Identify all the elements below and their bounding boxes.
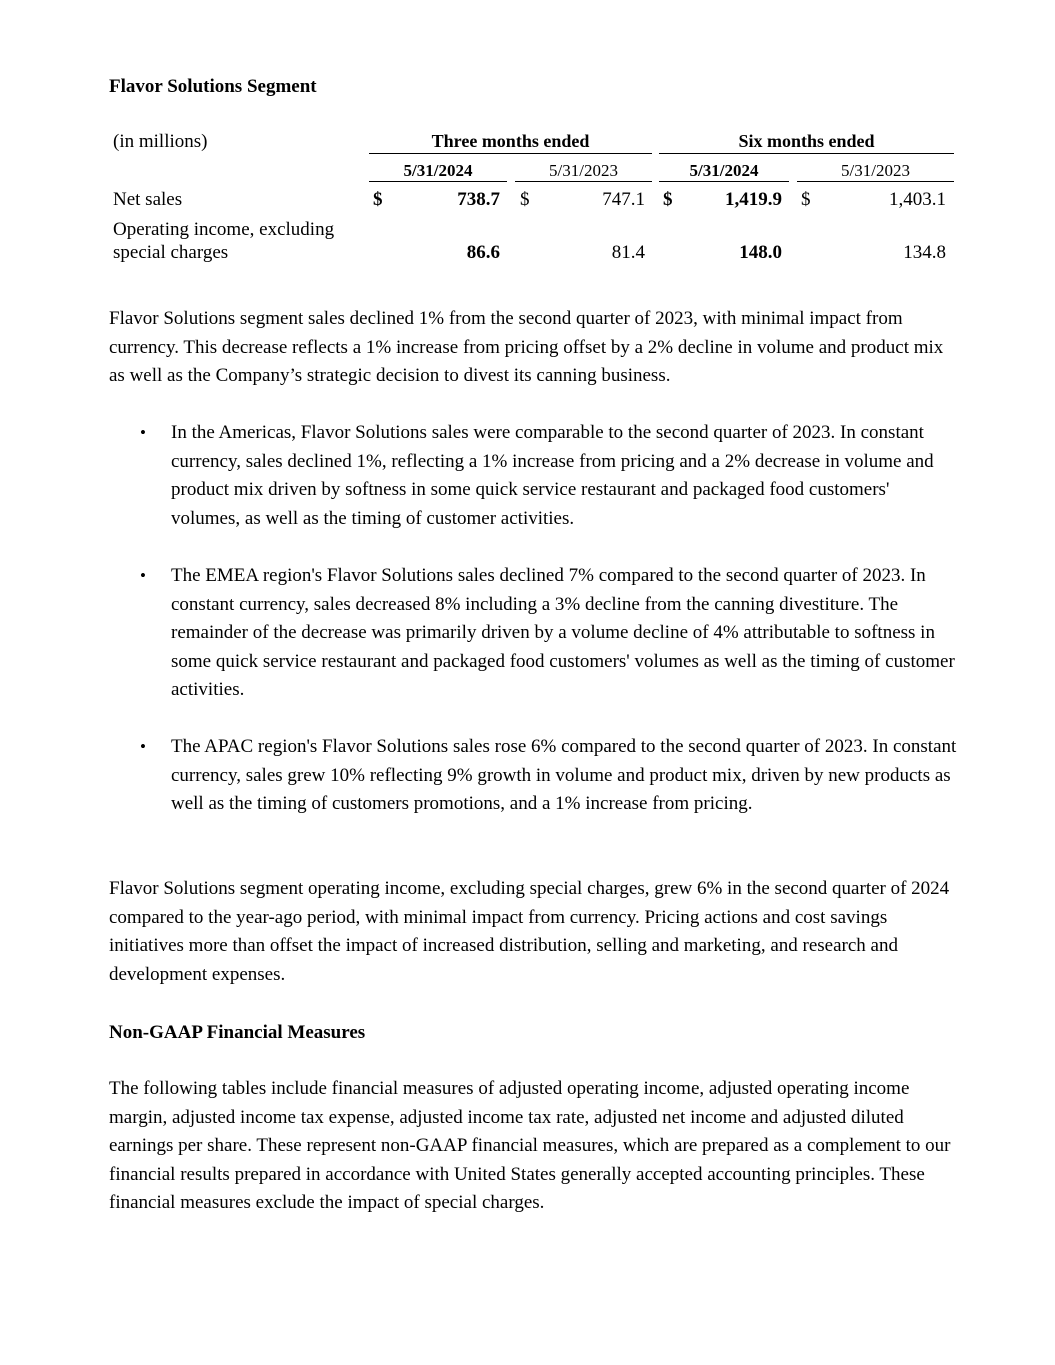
row-label-net-sales: Net sales <box>113 189 183 210</box>
segment-financial-table <box>0 0 1055 300</box>
date-header: 5/31/2024 <box>403 161 473 180</box>
currency-symbol: $ <box>663 189 673 210</box>
intro-paragraph: Flavor Solutions segment sales declined 1% from the second quarter of 2023, with minimal impact from currency. This decrease reflects a 1% increase from pricing offset by a 2% decline in volume and product mix as well as the Company’s strategic decision to divest its canning business. <box>109 308 944 387</box>
bullet-apac: The APAC region's Flavor Solutions sales rose 6% compared to the second quarter of 2023. In constant currency, sales grew 10% reflecting 9% growth in volume and product mix, driven by new products as well as the timing of customers promotions, and a 1% increase from pricing. <box>171 736 957 815</box>
currency-symbol: $ <box>801 189 811 210</box>
operating-income-six-months-2023: 134.8 <box>903 242 946 263</box>
operating-income-paragraph: Flavor Solutions segment operating income, excluding special charges, grew 6% in the second quarter of 2024 compared to the year-ago period, with minimal impact from currency. Pricing actions and cost savings initiatives more than offset the impact of increased distribution, selling and marketing, and research and development expenses. <box>109 878 950 985</box>
non-gaap-paragraph: The following tables include financial measures of adjusted operating income, adjusted operating income margin, adjusted income tax expense, adjusted income tax rate, adjusted net income and adjusted diluted earnings per share. These represent non-GAAP financial measures, which are prepared as a complement to our financial results prepared in accordance with United States generally accepted accounting principles. These financial measures exclude the impact of special charges. <box>109 1078 951 1214</box>
period-rule <box>369 153 652 154</box>
period-header-three-months: Three months ended <box>431 131 590 151</box>
period-rule <box>659 153 954 154</box>
date-rule <box>515 181 652 182</box>
bullet-emea: The EMEA region's Flavor Solutions sales declined 7% compared to the second quarter of 2023. In constant currency, sales decreased 8% including a 3% decline from the canning divestiture. The remainder of the decrease was primarily driven by a volume decline of 4% attributable to softness in some quick service restaurant and packaged food customers' volumes as well as the timing of customer activities. <box>171 565 955 701</box>
date-rule <box>797 181 954 182</box>
bullet-icon: • <box>140 737 146 756</box>
period-header-six-months: Six months ended <box>738 131 875 151</box>
date-rule <box>659 181 789 182</box>
net-sales-six-months-2024: 1,419.9 <box>725 189 782 210</box>
operating-income-six-months-2024: 148.0 <box>739 242 782 263</box>
net-sales-three-months-2023: 747.1 <box>602 189 645 210</box>
operating-income-three-months-2024: 86.6 <box>466 242 500 263</box>
date-header: 5/31/2023 <box>841 161 910 180</box>
operating-income-three-months-2023: 81.4 <box>611 242 645 263</box>
date-header: 5/31/2023 <box>549 161 618 180</box>
bullet-americas: In the Americas, Flavor Solutions sales were comparable to the second quarter of 2023. In constant currency, sales declined 1%, reflecting a 1% increase from pricing and a 2% decrease in volume and product mix driven by softness in some quick service restaurant and packaged food customers' volumes, as well as the timing of customer activities. <box>171 422 934 529</box>
bullet-icon: • <box>140 423 146 442</box>
section-heading-non-gaap: Non-GAAP Financial Measures <box>109 1022 366 1043</box>
units-label: (in millions) <box>113 131 208 152</box>
date-rule <box>369 181 507 182</box>
bullet-icon: • <box>140 566 146 585</box>
date-header: 5/31/2024 <box>689 161 759 180</box>
section-heading-flavor-solutions: Flavor Solutions Segment <box>109 76 317 97</box>
row-label-operating-income-cont: special charges <box>113 242 229 263</box>
currency-symbol: $ <box>520 189 530 210</box>
row-label-operating-income: Operating income, excluding <box>113 219 335 240</box>
net-sales-three-months-2024: 738.7 <box>457 189 500 210</box>
currency-symbol: $ <box>373 189 383 210</box>
net-sales-six-months-2023: 1,403.1 <box>889 189 946 210</box>
